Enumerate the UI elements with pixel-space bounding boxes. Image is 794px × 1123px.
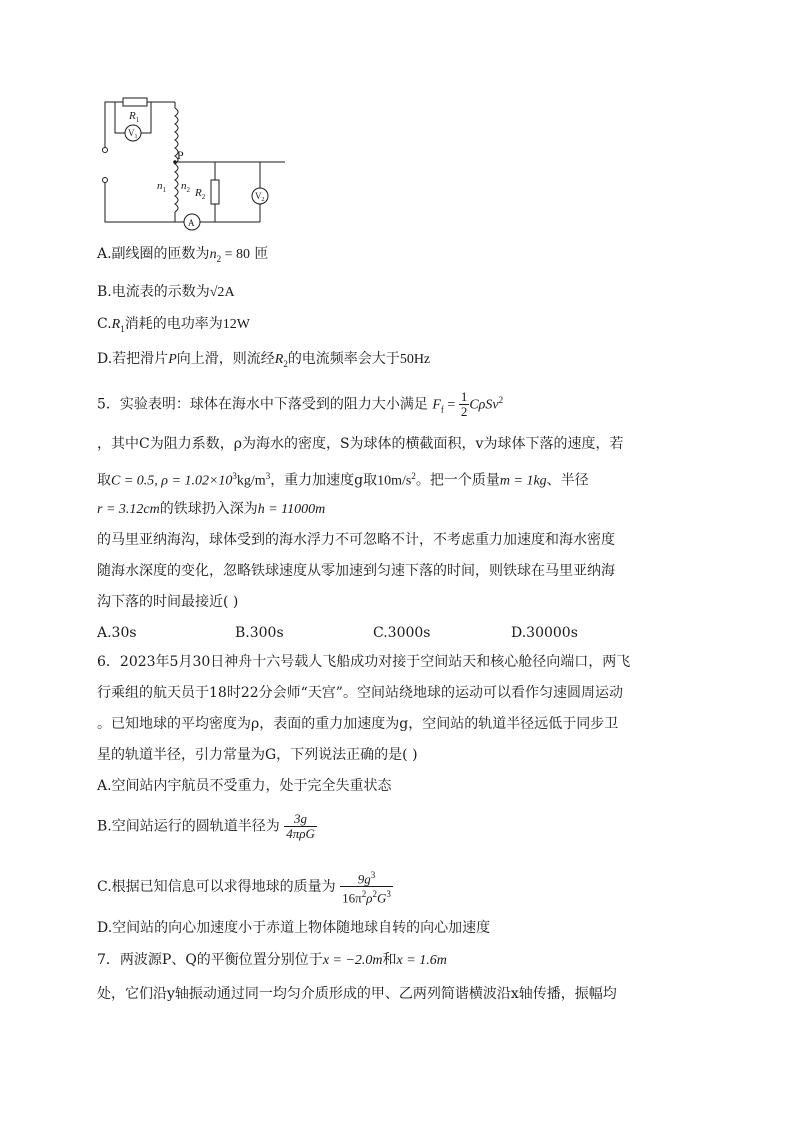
label-r2: $R_2$ bbox=[195, 187, 206, 201]
q5-option-d: D.30000s bbox=[511, 625, 578, 641]
label-v1: $V_1$ bbox=[128, 128, 138, 140]
primary-input-terminal-bottom bbox=[103, 178, 108, 183]
q5-stem-line-4: r = 3.12cm的铁球扔入深为h = 11000m bbox=[97, 501, 326, 517]
q5-option-b: B.300s bbox=[235, 625, 284, 641]
q5-option-c: C.3000s bbox=[373, 625, 431, 641]
label-n2: $n_2$ bbox=[181, 180, 190, 194]
label-v2: $V_2$ bbox=[255, 191, 265, 203]
q6-stem-line-2: 行乘组的航天员于18时22分会师“天宫”。空间站绕地球的运动可以看作匀速圆周运动 bbox=[97, 685, 623, 701]
q6-radius-fraction: $\frac{3g}{\text{4πρG}}$ bbox=[286, 811, 315, 841]
q5-stem-line-7: 沟下落的时间最接近( ) bbox=[97, 594, 239, 610]
q5-options-row bbox=[97, 623, 578, 643]
q6-stem-line-3: 。已知地球的平均密度为ρ，表面的重力加速度为g，空间站的轨道半径远低于同步卫 bbox=[97, 716, 619, 732]
q6-option-c: C.根据已知信息可以求得地球的质量为 $\frac{9g^3}{16\pi^2\rho^2G^3}$ bbox=[97, 870, 391, 906]
primary-top-wire bbox=[105, 102, 167, 148]
q5-stem-line-2: ，其中C为阻力系数，ρ为海水的密度，S为球体的横截面积，v为球体下落的速度，若 bbox=[97, 436, 624, 452]
q6-stem-line-1: 6．2023年5月30日神舟十六号载人飞船成功对接于空间站天和核心舱径向端口，两飞 bbox=[97, 654, 631, 670]
label-p: P bbox=[177, 148, 184, 162]
q6-option-a: A.空间站内宇航员不受重力，处于完全失重状态 bbox=[97, 778, 392, 794]
label-a: A bbox=[188, 218, 195, 228]
q4-option-c: $C.R_1$消耗的电功率为12W bbox=[97, 316, 250, 334]
q6-stem-line-4: 星的轨道半径，引力常量为G，下列说法正确的是( ) bbox=[97, 747, 418, 763]
q6-option-d: D.空间站的向心加速度小于赤道上物体随地球自转的向心加速度 bbox=[97, 920, 491, 936]
q4-option-d: D.若把滑片P向上滑，则流经$R_2$的电流频率会大于50Hz bbox=[97, 351, 431, 369]
q6-mass-fraction: $\frac{9g^3}{16\pi^2\rho^2G^3}$ bbox=[342, 870, 391, 906]
q5-stem-line-6: 随海水深度的变化，忽略铁球速度从零加速到匀速下落的时间，则铁球在马里亚纳海 bbox=[97, 563, 615, 579]
resistor-r2 bbox=[211, 180, 219, 204]
q6-option-b: B.空间站运行的圆轨道半径为 $\frac{3g}{\text{4πρG}}$ bbox=[97, 811, 315, 841]
q7-stem-line-1: 7．两波源P、Q的平衡位置分别位于x = −2.0m和x = 1.6m bbox=[97, 952, 447, 968]
q5-stem-line-5: 的马里亚纳海沟，球体受到的海水浮力不可忽略不计，不考虑重力加速度和海水密度 bbox=[97, 532, 615, 548]
q7-stem-line-2: 处，它们沿y轴振动通过同一均匀介质形成的甲、乙两列简谐横波沿x轴传播，振幅均 bbox=[97, 986, 617, 1002]
label-n1: $n_1$ bbox=[157, 180, 166, 194]
resistor-r1 bbox=[123, 98, 147, 106]
q5-half-fraction: $\frac{1}{2}$ bbox=[460, 389, 468, 420]
q4-option-a: A.副线圈的匝数为$n_2 = 80$ 匝 bbox=[97, 246, 269, 264]
q5-stem-line-1: 5．实验表明：球体在海水中下落受到的阻力大小满足 $F_f$ = $\frac{1}{2}$ CρSv$^2$ bbox=[97, 389, 504, 420]
label-r1: $R_1$ bbox=[129, 110, 140, 124]
primary-input-terminal-top bbox=[103, 148, 108, 153]
transformer-circuit-diagram bbox=[95, 92, 285, 232]
q5-stem-line-3: 取C = 0.5, $\rho = 1.02\times 10^3kg/m^3$，重力加速度g取$10m/s^2$。把一个质量m = 1kg、半径 bbox=[97, 471, 589, 489]
q4-option-b: B.电流表的示数为√2A bbox=[97, 284, 235, 300]
q5-option-a: A.30s bbox=[97, 625, 137, 641]
